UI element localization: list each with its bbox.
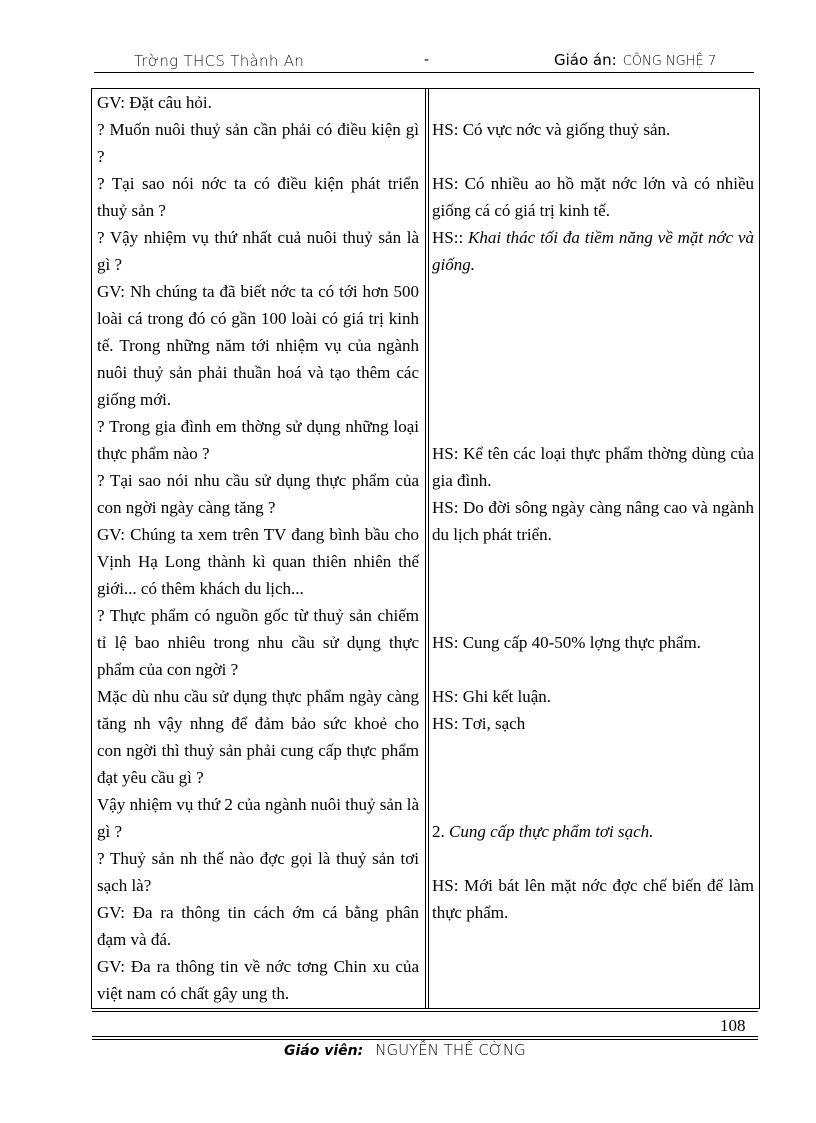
page-number: 108 [720,1016,746,1035]
student-text: HS: Kể tên các loại thực phẩm thờng dùng của gia đình. [432,444,754,490]
column-divider-inner [428,89,429,1008]
student-text [432,818,754,845]
footer-rule [92,1011,758,1014]
header-rule [94,72,754,73]
subject-name: CÔNG NGHỆ 7 [622,54,717,69]
teacher-text: Vậy nhiệm vụ thứ 2 của ngành nuôi thuỷ sản là gì ? [97,795,419,841]
student-text: HS: Mới bát lên mặt nớc đợc chế biến để làm thực phẩm. [432,876,754,922]
student-italic-text: Khai thác tối đa tiềm năng về mặt nớc và giống. [432,228,754,274]
student-text: HS: Cung cấp 40-50% lợng thực phẩm. [432,633,701,652]
student-text [432,224,754,278]
student-text: HS: Do đời sông ngày càng nâng cao và ngành du lịch phát triển. [432,498,754,544]
teacher-text: Mặc dù nhu cầu sử dụng thực phẩm ngày càng tăng nh vậy nhng để đảm bảo sức khoẻ cho con ngời thì thuỷ sản phải cung cấp thực phẩm đạt yêu cầu gì ? [97,687,419,787]
teacher-text: ? Thuỷ sản nh thế nào đợc gọi là thuỷ sản tơi sạch là? [97,849,419,895]
footer-rule [92,1039,758,1040]
header-dash: - [424,52,430,68]
student-column [432,89,754,926]
page-footer [284,1041,526,1060]
column-divider [425,89,426,1008]
teacher-text: ? Vậy nhiệm vụ thứ nhất cuả nuôi thuỷ sản là gì ? [97,228,419,274]
teacher-text: GV: Nh chúng ta đã biết nớc ta có tới hơn 500 loài cá trong đó có gần 100 loài có giá trị kinh tế. Trong những năm tới nhiệm vụ của ngành nuôi thuỷ sản phải thuần hoá và tạo thêm các giống mới. [97,282,419,409]
teacher-text: ? Tại sao nói nớc ta có điều kiện phát triển thuỷ sản ? [97,174,419,220]
teacher-label: Giáo viên: [284,1043,364,1059]
teacher-name: NGUYỄN THẾ CỜNG [375,1041,526,1059]
teacher-text: GV: Đặt câu hỏi. [97,93,212,112]
student-text: HS: Có nhiều ao hồ mặt nớc lớn và có nhiều giống cá có giá trị kinh tế. [432,174,754,220]
giao-an-label: Giáo án: [554,51,617,69]
student-italic-text: Cung cấp thực phẩm tơi sạch. [449,822,654,841]
student-text: HS: Tơi, sạch [432,714,526,733]
page-header [94,52,754,74]
student-prefix: 2. [432,822,445,841]
school-name: Trờng THCS Thành An [134,52,305,70]
lesson-table [91,88,760,1009]
teacher-text: GV: Chúng ta xem trên TV đang bình bầu cho Vịnh Hạ Long thành kì quan thiên nhiên thế giới... có thêm khách du lịch... [97,525,419,598]
teacher-column [97,89,419,1007]
student-prefix: HS:: [432,228,464,247]
teacher-text: ? Muốn nuôi thuỷ sản cần phải có điều kiện gì ? [97,120,419,166]
student-text: HS: Có vực nớc và giống thuỷ sản. [432,120,671,139]
student-text: HS: Ghi kết luận. [432,687,551,706]
teacher-text: ? Tại sao nói nhu cầu sử dụng thực phẩm của con ngời ngày càng tăng ? [97,471,419,517]
teacher-text: GV: Đa ra thông tin cách ớm cá bằng phân đạm và đá. [97,903,419,949]
footer-rule [92,1036,758,1037]
teacher-text: ? Trong gia đình em thờng sử dụng những loại thực phẩm nào ? [97,417,419,463]
lesson-plan-label [554,50,716,70]
teacher-text: ? Thực phẩm có nguồn gốc từ thuỷ sản chiếm tỉ lệ bao nhiêu trong nhu cầu sử dụng thực phẩm của con ngời ? [97,606,419,679]
teacher-text: GV: Đa ra thông tin về nớc tơng Chin xu của việt nam có chất gây ung th. [97,957,419,1003]
